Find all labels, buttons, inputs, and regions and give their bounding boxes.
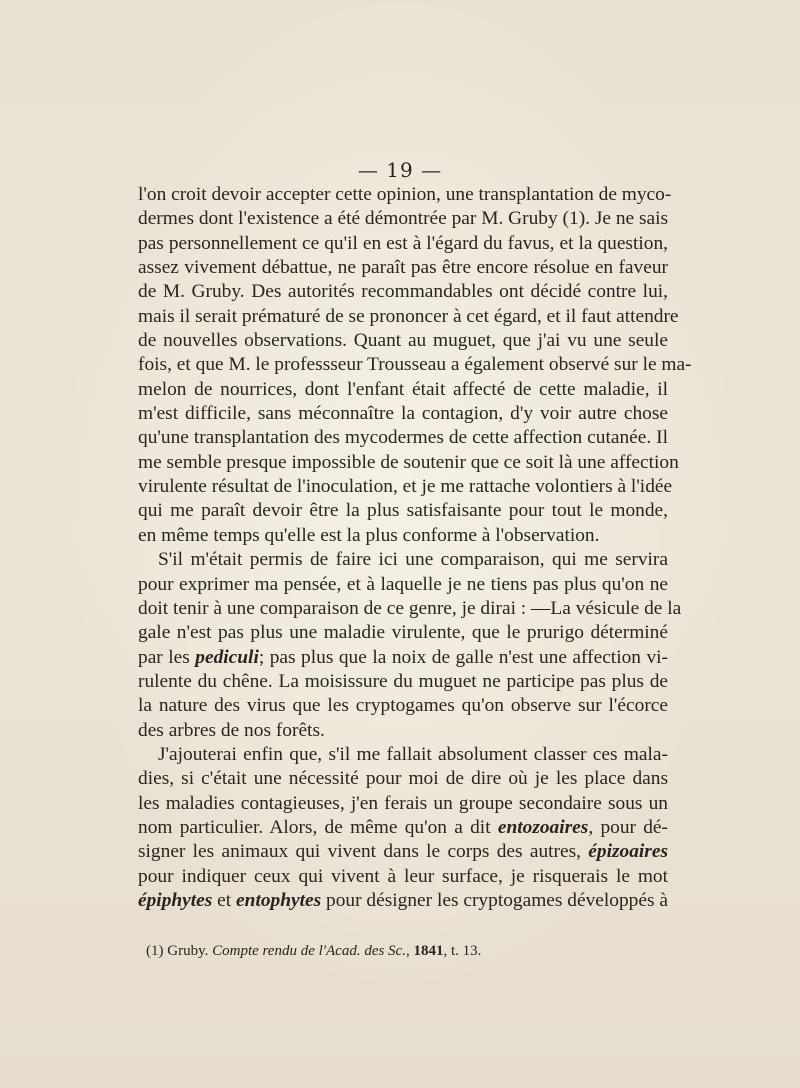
- text-run: pour indiquer ceux qui vivent à leur surface, je risquerais le mot: [138, 865, 668, 887]
- text-line: [138, 816, 668, 840]
- text-run: des arbres de nos forêts.: [138, 719, 325, 741]
- text-run: en même temps qu'elle est la plus conforme à l'observation.: [138, 524, 600, 546]
- text-line: [138, 670, 668, 694]
- text-line: [138, 402, 668, 426]
- text-run: la nature des virus que les cryptogames qu'on observe sur l'écorce: [138, 695, 668, 717]
- text-line: [138, 865, 668, 889]
- text-line: [138, 499, 668, 523]
- footnote-rest: , t. 13.: [443, 943, 482, 959]
- text-run: ; pas plus que la noix de galle n'est une affection vi-: [258, 646, 668, 668]
- text-line: [138, 329, 668, 353]
- text-run: S'il m'était permis de faire ici une comparaison, qui me servira: [158, 549, 668, 571]
- text-line: [138, 280, 668, 304]
- text-line: [138, 792, 668, 816]
- text-line: [138, 207, 668, 231]
- text-line: [138, 232, 668, 256]
- text-line: [138, 889, 668, 913]
- text-run: fois, et que M. le professseur Trousseau a également observé sur le ma-: [138, 354, 692, 376]
- text-run: par les: [138, 646, 196, 668]
- text-line: [138, 646, 668, 670]
- italic-term: entozoaires: [497, 816, 589, 838]
- text-line: [138, 694, 668, 718]
- body-text: [138, 183, 692, 913]
- text-run: et: [212, 889, 237, 911]
- italic-term: épizoaires: [588, 841, 668, 863]
- text-run: signer les animaux qui vivent dans le corps des autres,: [138, 841, 589, 863]
- text-run: pas personnellement ce qu'il en est à l'égard du favus, et la question,: [138, 232, 668, 254]
- text-run: les maladies contagieuses, j'en ferais un groupe secondaire sous un: [138, 792, 668, 814]
- text-run: de nouvelles observations. Quant au muguet, que j'ai vu une seule: [138, 330, 668, 352]
- text-line: [138, 451, 679, 475]
- text-line: [138, 767, 668, 791]
- text-run: pour désigner les cryptogames développés à: [321, 889, 668, 911]
- text-line: [138, 548, 668, 572]
- text-run: qu'une transplantation des mycodermes de cette affection cutanée. Il: [138, 427, 668, 449]
- text-line: [138, 353, 692, 377]
- footnote-marker: (1): [146, 943, 164, 959]
- text-line: [138, 183, 672, 207]
- text-line: [138, 743, 668, 767]
- text-run: m'est difficile, sans méconnaître la contagion, d'y voir autre chose: [138, 403, 668, 425]
- text-line: [138, 597, 682, 621]
- text-run: l'on croit devoir accepter cette opinion, une transplantation de myco-: [138, 184, 672, 205]
- italic-term: entophytes: [236, 889, 322, 911]
- text-run: dies, si c'était une nécessité pour moi de dire où je les place dans: [138, 768, 668, 790]
- text-run: , pour dé-: [588, 816, 668, 838]
- text-run: gale n'est pas plus une maladie virulente, que le prurigo déterminé: [138, 622, 668, 644]
- text-line: [138, 378, 668, 402]
- text-line: [138, 305, 679, 329]
- text-line: [138, 524, 668, 548]
- text-run: nom particulier. Alors, de même qu'on a dit: [138, 816, 498, 838]
- text-run: rulente du chêne. La moisissure du muguet ne participe pas plus de: [138, 670, 668, 692]
- italic-term: épiphytes: [138, 889, 213, 911]
- footnote-year: 1841: [413, 943, 444, 959]
- text-run: me semble presque impossible de soutenir que ce soit là une affection: [138, 451, 679, 473]
- text-line: [138, 256, 668, 280]
- footnote-title: Compte rendu de l'Acad. des Sc.: [212, 943, 406, 959]
- text-line: [138, 475, 673, 499]
- page-number: — 19 —: [357, 158, 443, 182]
- footnote-separator: ,: [405, 943, 414, 959]
- text-run: pour exprimer ma pensée, et à laquelle je ne tiens pas plus qu'on ne: [138, 573, 668, 595]
- text-run: assez vivement débattue, ne paraît pas être encore résolue en faveur: [138, 257, 668, 279]
- text-run: melon de nourrices, dont l'enfant était affecté de cette maladie, il: [138, 378, 668, 400]
- text-run: dermes dont l'existence a été démontrée par M. Gruby (1). Je ne sais: [138, 208, 669, 230]
- text-run: qui me paraît devoir être la plus satisfaisante pour tout le monde,: [138, 500, 668, 522]
- text-line: [138, 840, 668, 864]
- text-line: [138, 621, 668, 645]
- footnote-author: Gruby.: [163, 943, 213, 959]
- text-run: J'ajouterai enfin que, s'il me fallait absolument classer ces mala-: [158, 743, 668, 765]
- text-run: doit tenir à une comparaison de ce genre, je dirai : —La vésicule de la: [138, 597, 682, 619]
- text-run: mais il serait prématuré de se prononcer à cet égard, et il faut attendre: [138, 305, 679, 327]
- footnote: [146, 943, 676, 960]
- text-line: [138, 426, 668, 450]
- text-run: virulente résultat de l'inoculation, et je me rattache volontiers à l'idée: [138, 476, 673, 498]
- text-run: de M. Gruby. Des autorités recommandables ont décidé contre lui,: [138, 281, 668, 303]
- text-line: [138, 719, 668, 743]
- text-line: [138, 573, 668, 597]
- italic-term: pediculi: [195, 646, 259, 668]
